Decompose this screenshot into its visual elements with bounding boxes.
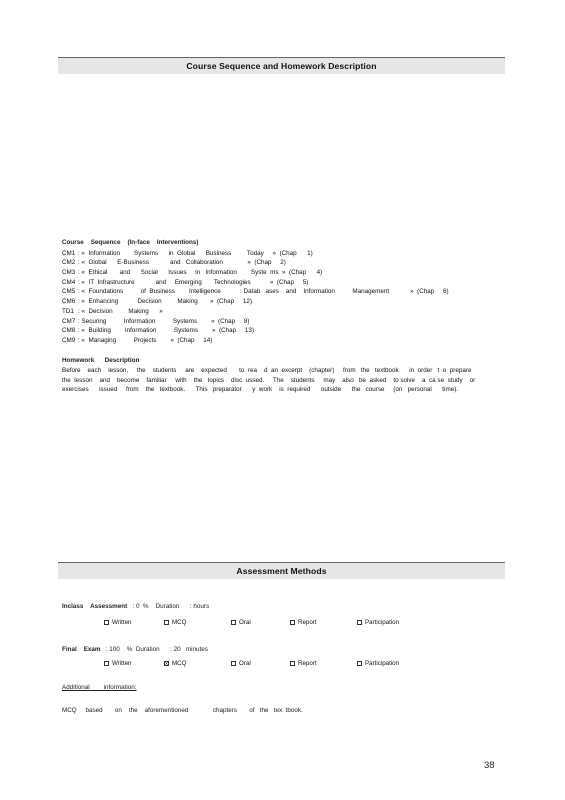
final-exam-label: Final Exam (62, 646, 101, 653)
sequence-text: : « IT Infrastructure and Emerging Technologies » (Chap 5) (78, 279, 309, 286)
option-written[interactable] (104, 660, 131, 668)
checkbox-icon[interactable] (104, 661, 109, 666)
checkbox-icon[interactable] (357, 661, 362, 666)
option-label: Report (298, 660, 317, 667)
sequence-row (62, 318, 502, 326)
sequence-code: CM6 (62, 298, 76, 305)
sequence-code: CM9 (62, 337, 76, 344)
sequence-row (62, 250, 502, 258)
option-label: MCQ (172, 619, 187, 626)
checkbox-icon[interactable] (357, 620, 362, 625)
option-oral[interactable] (231, 660, 251, 668)
option-label: Written (112, 660, 132, 667)
sequence-row (62, 337, 502, 345)
sequence-code: CM3 (62, 269, 76, 276)
sequence-code: CM2 (62, 259, 76, 266)
homework-line: the lesson and become familiar with the topics disc ussed. The students may also be asked to solve a ca se study or (62, 377, 476, 384)
sequence-text: : « Building Information Systems » (Chap 13) (78, 327, 255, 334)
checkbox-icon[interactable] (290, 620, 295, 625)
assessment-header (58, 562, 505, 579)
option-written[interactable] (104, 619, 131, 627)
option-mcq[interactable] (164, 619, 186, 627)
sequence-text: : « Managing Projects » (Chap 14) (78, 337, 213, 344)
course-sequence-title: Course Sequence and Homework Description (186, 61, 377, 71)
option-oral[interactable] (231, 619, 251, 627)
homework-heading: Homework Description (62, 357, 140, 364)
option-label: Oral (239, 619, 251, 626)
sequence-row (62, 298, 502, 306)
additional-info-label: Additional information: (62, 684, 137, 691)
sequence-code: CM1 (62, 250, 76, 257)
homework-line: Before each lesson, the students are expected to rea d an excerpt (chapter) from the textbook in order t o prepare (62, 367, 472, 374)
sequence-row (62, 259, 502, 267)
homework-line: exercises issued from the textbook. This preparator y work is required outside the course (on personal time). (62, 386, 459, 393)
sequence-code: CM5 (62, 288, 76, 295)
sequence-row (62, 279, 502, 287)
option-label: Oral (239, 660, 251, 667)
assessment-title: Assessment Methods (236, 566, 327, 576)
course-sequence-header (58, 57, 505, 74)
option-label: Written (112, 619, 132, 626)
checkbox-checked-icon[interactable] (164, 661, 169, 666)
sequence-code: CM8 (62, 327, 76, 334)
final-exam-summary: : 100 % Duration : 20 minutes (105, 646, 208, 653)
sequence-text: : « Foundations of Business Intelligence : Datab ases and Information Management » (Chap 6) (78, 288, 449, 295)
sequence-row (62, 308, 502, 316)
option-mcq[interactable] (164, 660, 186, 668)
sequence-row (62, 269, 502, 277)
sequence-row (62, 288, 502, 296)
sequence-row (62, 327, 502, 335)
sequence-text: : « Enhancing Decision Making » (Chap 12) (78, 298, 252, 305)
option-label: Report (298, 619, 317, 626)
option-report[interactable] (290, 619, 317, 627)
additional-info-text: MCQ based on the aforementioned chapters of the tex tbook. (62, 707, 303, 714)
option-participation[interactable] (357, 619, 399, 627)
page-number: 38 (484, 760, 495, 771)
sequence-text: : « Information Systems in Global Business Today » (Chap 1) (78, 250, 313, 257)
option-participation[interactable] (357, 660, 399, 668)
inclass-summary: : 0 % Duration : hours (132, 603, 210, 610)
option-label: Participation (365, 660, 400, 667)
checkbox-icon[interactable] (104, 620, 109, 625)
option-report[interactable] (290, 660, 317, 668)
sequence-code: TD1 (62, 308, 74, 315)
sequence-code: CM4 (62, 279, 76, 286)
course-sequence-heading: Course Sequence (In-face Interventions) (62, 239, 199, 246)
checkbox-icon[interactable] (231, 620, 236, 625)
sequence-text: : « Ethical and Social Issues in Information Syste ms » (Chap 4) (78, 269, 323, 276)
sequence-text: : Securing Information Systems » (Chap 8) (78, 318, 250, 325)
option-label: MCQ (172, 660, 187, 667)
checkbox-icon[interactable] (231, 661, 236, 666)
sequence-text: : « Global E-Business and Collaboration » (Chap 2) (78, 259, 286, 266)
sequence-text: : « Decision Making » (78, 308, 163, 315)
sequence-code: CM7 (62, 318, 76, 325)
inclass-assessment-line (62, 603, 209, 611)
final-exam-line (62, 646, 208, 654)
checkbox-icon[interactable] (290, 661, 295, 666)
inclass-label: Inclass Assessment (62, 603, 128, 610)
checkbox-icon[interactable] (164, 620, 169, 625)
option-label: Participation (365, 619, 400, 626)
